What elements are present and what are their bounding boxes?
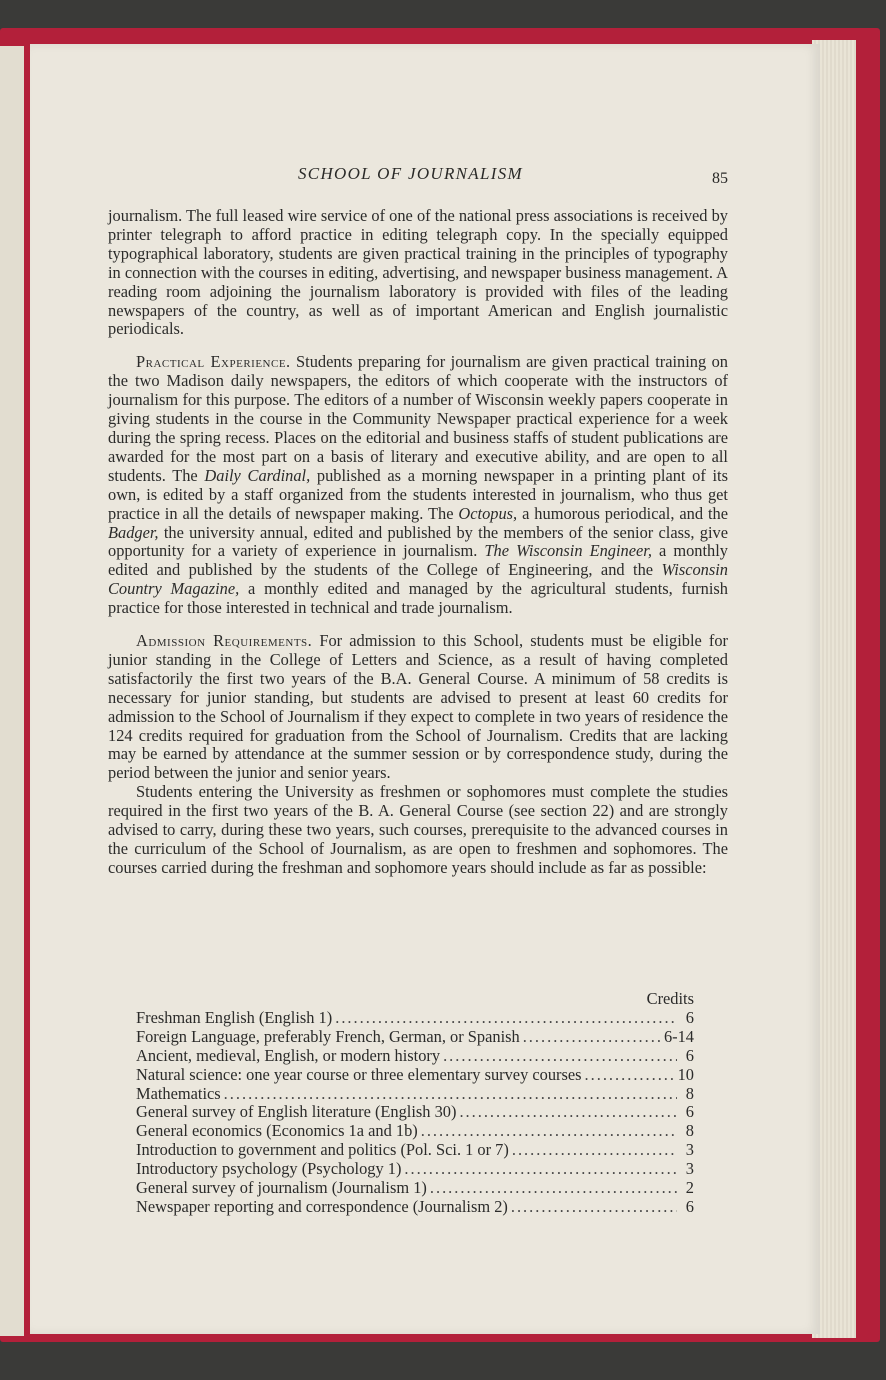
text-run: the university annual, edited and published by the members of the senior class, give opportunity for a variety of experience in journalism. <box>108 522 728 561</box>
course-name: Ancient, medieval, English, or modern history <box>136 1045 441 1065</box>
credit-value: 6 <box>685 1196 694 1216</box>
credit-value: 6 <box>685 1007 694 1027</box>
credit-value: 8 <box>685 1083 694 1103</box>
course-name: General survey of English literature (English 30) <box>136 1102 457 1122</box>
dot-leader <box>459 1103 677 1122</box>
publication-title: Octopus, <box>458 503 518 523</box>
credit-value: 8 <box>685 1121 694 1141</box>
credit-value: 6 <box>685 1045 694 1065</box>
course-name: Introductory psychology (Psychology 1) <box>136 1159 402 1179</box>
course-name: Foreign Language, preferably French, German, or Spanish <box>136 1026 520 1046</box>
credit-value: 6-14 <box>663 1026 694 1046</box>
course-name: General survey of journalism (Journalism 1) <box>136 1178 427 1198</box>
section-heading-practical: Practical Experience. <box>136 352 291 372</box>
dot-leader <box>523 1028 661 1047</box>
running-head: SCHOOL OF JOURNALISM <box>298 164 523 183</box>
text-run: a monthly edited and managed by the agricultural students, furnish practice for those interested in technical and trade journalism. <box>108 579 728 618</box>
table-row <box>136 1066 694 1085</box>
paragraph-practical-experience <box>108 353 728 618</box>
table-row <box>136 1198 694 1217</box>
text-run: a monthly edited and published by the students of the College of Engineering, and the <box>108 541 728 580</box>
course-name: Mathematics <box>136 1083 221 1103</box>
table-row <box>136 1028 694 1047</box>
dot-leader <box>511 1198 677 1217</box>
table-row <box>136 1122 694 1141</box>
text-run: a humorous periodical, and the <box>517 503 728 523</box>
table-row <box>136 1179 694 1198</box>
publication-title: Badger, <box>108 522 159 542</box>
text-run: For admission to this School, students must be eligible for junior standing in the College of Letters and Science, as a result of having completed satisfactorily the first two years of the B.A. General Course. A minimum of 58 credits is necessary for junior standing, but students are advised to present at least 60 credits for admission to the School of Journalism if they expect to complete in two years of residence the 124 credits required for graduation from the School of Journalism. Credits that are lacking may be earned by attendance at the summer session or by correspondence study, during the period between the junior and senior years. <box>108 631 728 783</box>
table-row <box>136 1160 694 1179</box>
publication-title: The Wisconsin Engineer, <box>484 541 652 561</box>
course-name: General economics (Economics 1a and 1b) <box>136 1121 418 1141</box>
table-row <box>136 1047 694 1066</box>
credits-table <box>136 990 694 1217</box>
dot-leader <box>585 1066 675 1085</box>
credits-column-header: Credits <box>646 989 694 1008</box>
course-name: Introduction to government and politics (Pol. Sci. 1 or 7) <box>136 1140 509 1160</box>
publication-title: Wisconsin Country Magazine, <box>108 560 728 599</box>
credit-value: 3 <box>685 1159 694 1179</box>
body-text <box>108 207 728 878</box>
dot-leader <box>224 1085 677 1104</box>
credit-value: 10 <box>677 1064 694 1084</box>
text-run: Students preparing for journalism are given practical training on the two Madison daily newspapers, the editors of which cooperate with the instructors of journalism for this purpose. The editors of a number of Wisconsin weekly papers cooperate in giving students in the course in the Community Newspaper practical experience for a week during the spring recess. Places on the editorial and business staffs of student publications are awarded for the most part on a basis of literary and executive ability, and are open to all students. The <box>108 352 728 485</box>
text-run: published as a morning newspaper in a printing plant of its own, is edited by a staff organized from the students interested in journalism, who thus get practice in all the details of newspaper making. The <box>108 465 728 523</box>
page-number: 85 <box>712 170 728 187</box>
credit-value: 2 <box>685 1178 694 1198</box>
course-name: Freshman English (English 1) <box>136 1007 333 1027</box>
previous-page-edge <box>0 46 24 1336</box>
dot-leader <box>512 1141 677 1160</box>
table-row <box>136 1141 694 1160</box>
credit-value: 3 <box>685 1140 694 1160</box>
credit-value: 6 <box>685 1102 694 1122</box>
paragraph-freshmen: Students entering the University as freshmen or sophomores must complete the studies required in the first two years of the B. A. General Course (see section 22) and are strongly advised to carry, during these two years, such courses, prerequisite to the advanced courses in the curriculum of the School of Journalism, as are open to freshmen and sophomores. The courses carried during the freshman and sophomore years should include as far as possible: <box>108 782 728 877</box>
table-row <box>136 1009 694 1028</box>
dot-leader <box>421 1122 677 1141</box>
table-row <box>136 1103 694 1122</box>
dot-leader <box>430 1179 677 1198</box>
paragraph-labs: journalism. The full leased wire service of one of the national press associations is received by printer telegraph to afford practice in editing telegraph copy. In the specially equipped typographical laboratory, students are given practical training in the principles of typography in connection with the courses in editing, advertising, and newspaper business management. A reading room adjoining the journalism laboratory is provided with files of the leading newspapers of the country, as well as of important American and English journalistic periodicals. <box>108 206 728 339</box>
paragraph-admission <box>108 632 728 783</box>
table-row <box>136 1085 694 1104</box>
publication-title: Daily Cardinal, <box>204 465 311 485</box>
course-name: Newspaper reporting and correspondence (Journalism 2) <box>136 1196 508 1216</box>
course-name: Natural science: one year course or three elementary survey courses <box>136 1064 582 1084</box>
dot-leader <box>335 1009 677 1028</box>
dot-leader <box>443 1047 677 1066</box>
section-heading-admission: Admission Requirements. <box>136 631 313 651</box>
dot-leader <box>404 1160 677 1179</box>
